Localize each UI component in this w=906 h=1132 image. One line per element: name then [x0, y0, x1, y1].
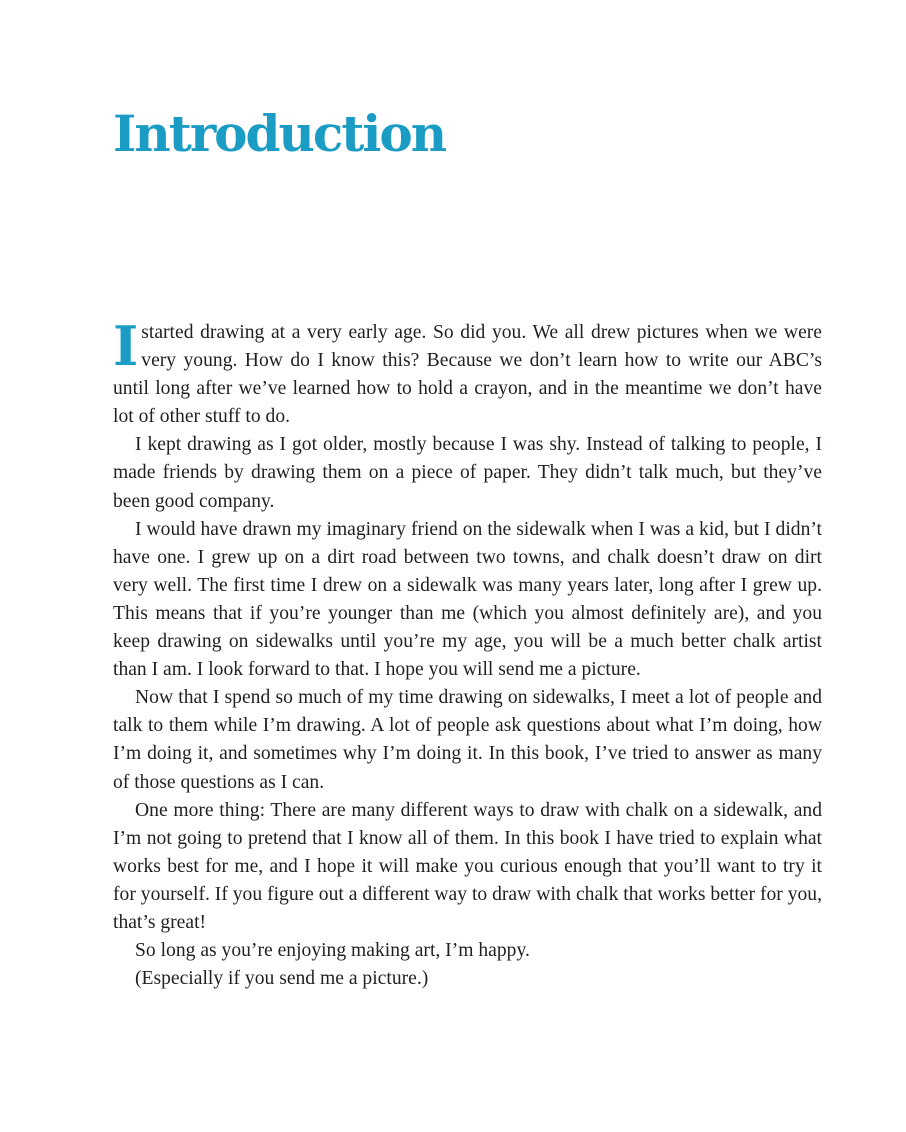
paragraph-1-text: started drawing at a very early age. So did you. We all drew pictures when we were very young. How do I know this? Because we don’t learn how to write our ABC’s until long after we’ve learned how to hold a crayon, and in the meantime we don’t have lot of other stuff to do.: [113, 322, 822, 428]
paragraph-6: So long as you’re enjoying making art, I’m happy.: [135, 940, 530, 962]
paragraph-7: (Especially if you send me a picture.): [135, 968, 429, 990]
paragraph-5: One more thing: There are many different ways to draw with chalk on a sidewalk, and I’m not going to pretend that I know all of them. In this book I have tried to explain what works best for me, and I hope it will make you curious enough that you’ll want to try it for yourself. If you figure out a different way to draw with chalk that works better for you, that’s great!: [113, 799, 822, 933]
paragraph-1: [113, 314, 822, 431]
drop-cap: I: [113, 314, 139, 378]
body-text: [113, 314, 822, 993]
chapter-title: Introduction: [113, 104, 446, 163]
paragraph-4: Now that I spend so much of my time drawing on sidewalks, I meet a lot of people and talk to them while I’m drawing. A lot of people ask questions about what I’m doing, how I’m doing it, and sometimes why I’m doing it. In this book, I’ve tried to answer as many of those questions as I can.: [113, 687, 822, 793]
paragraph-2: I kept drawing as I got older, mostly because I was shy. Instead of talking to people, I made friends by drawing them on a piece of paper. They didn’t talk much, but they’ve been good company.: [113, 434, 822, 512]
paragraph-3: I would have drawn my imaginary friend on the sidewalk when I was a kid, but I didn’t have one. I grew up on a dirt road between two towns, and chalk doesn’t draw on dirt very well. The first time I drew on a sidewalk was many years later, long after I grew up. This means that if you’re younger than me (which you almost definitely are), and you keep drawing on sidewalks until you’re my age, you will be a much better chalk artist than I am. I look forward to that. I hope you will send me a picture.: [113, 518, 822, 681]
